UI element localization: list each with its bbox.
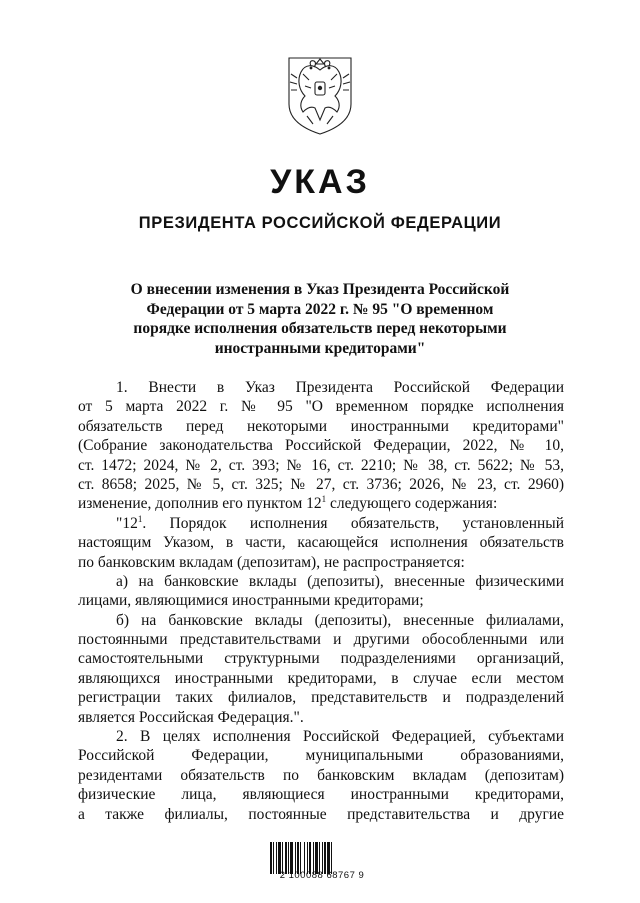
body-line: регистрации таких филиалов, представительств и подразделений: [78, 689, 564, 707]
paragraph-1: [78, 378, 564, 514]
title-line: порядке исполнения обязательств перед некоторыми: [133, 320, 507, 337]
superscript: 1: [137, 513, 143, 524]
text-run: "12: [116, 514, 138, 532]
body-line: по банковским вкладам (депозитам), не распространяется:: [78, 553, 465, 571]
body-line: физические лица, являющиеся иностранными кредиторами,: [78, 786, 564, 804]
barcode-number: 2 100088 68767 9: [279, 870, 365, 881]
body-line: резидентами обязательств по банковским вкладам (депозитам): [78, 766, 564, 784]
body-line: лицами, являющимися иностранными кредиторами;: [78, 592, 424, 610]
body-line: самостоятельными структурными подразделениями организаций,: [78, 650, 564, 668]
body-line: ст. 8658; 2025, № 5, ст. 325; № 27, ст. 3736; 2026, № 23, ст. 2960): [78, 475, 564, 493]
body-line: ст. 1472; 2024, № 2, ст. 393; № 16, ст. 2210; № 38, ст. 5622; № 53,: [78, 456, 564, 474]
title-line: О внесении изменения в Указ Президента Российской: [130, 281, 510, 298]
body-line: а также филиалы, постоянные представительства и другие: [78, 805, 564, 823]
body-line: а) на банковские вклады (депозиты), внесенные физическими: [116, 572, 564, 590]
coat-of-arms-emblem: [283, 52, 357, 136]
superscript: 1: [321, 494, 327, 505]
body-line: 2. В целях исполнения Российской Федерацией, субъектами: [116, 728, 564, 746]
body-line: [78, 514, 564, 533]
body-line: 1. Внести в Указ Президента Российской Федерации: [116, 379, 564, 396]
text-run: следующего содержания:: [326, 495, 498, 513]
body-line: [78, 494, 564, 513]
title-line: иностранными кредиторами": [214, 339, 426, 357]
body-line: являющихся иностранными кредиторами, в случае если местом: [78, 669, 564, 687]
body-line: (Собрание законодательства Российской Федерации, 2022, № 10,: [78, 437, 564, 455]
text-run: изменение, дополнив его пунктом 12: [78, 495, 322, 513]
document-title: [110, 280, 530, 358]
title-line: Федерации от 5 марта 2022 г. № 95 "О временном: [146, 300, 494, 318]
paragraph-2: [78, 727, 564, 824]
subparagraph-b: [78, 611, 564, 727]
issuer-heading: ПРЕЗИДЕНТА РОССИЙСКОЙ ФЕДЕРАЦИИ: [138, 214, 502, 232]
paragraph-12-1: [78, 514, 564, 572]
body-line: б) на банковские вклады (депозиты), внесенные филиалами,: [116, 611, 564, 629]
body-line: настоящим Указом, в части, касающейся исполнения обязательств: [78, 534, 564, 552]
body-line: Российской Федерации, муниципальными образованиями,: [78, 747, 564, 765]
document-type-heading: УКАЗ: [270, 163, 370, 201]
body-line: постоянными представительствами и другими обособленными или: [78, 631, 564, 649]
text-run: . Порядок исполнения обязательств, установленный: [142, 514, 564, 532]
body-line: от 5 марта 2022 г. № 95 "О временном порядке исполнения: [78, 398, 564, 416]
body-line: обязательств перед некоторыми иностранными кредиторами": [78, 417, 564, 435]
subparagraph-a: [78, 572, 564, 611]
body-line: является Российская Федерация.".: [78, 708, 304, 726]
document-body: [78, 378, 564, 824]
